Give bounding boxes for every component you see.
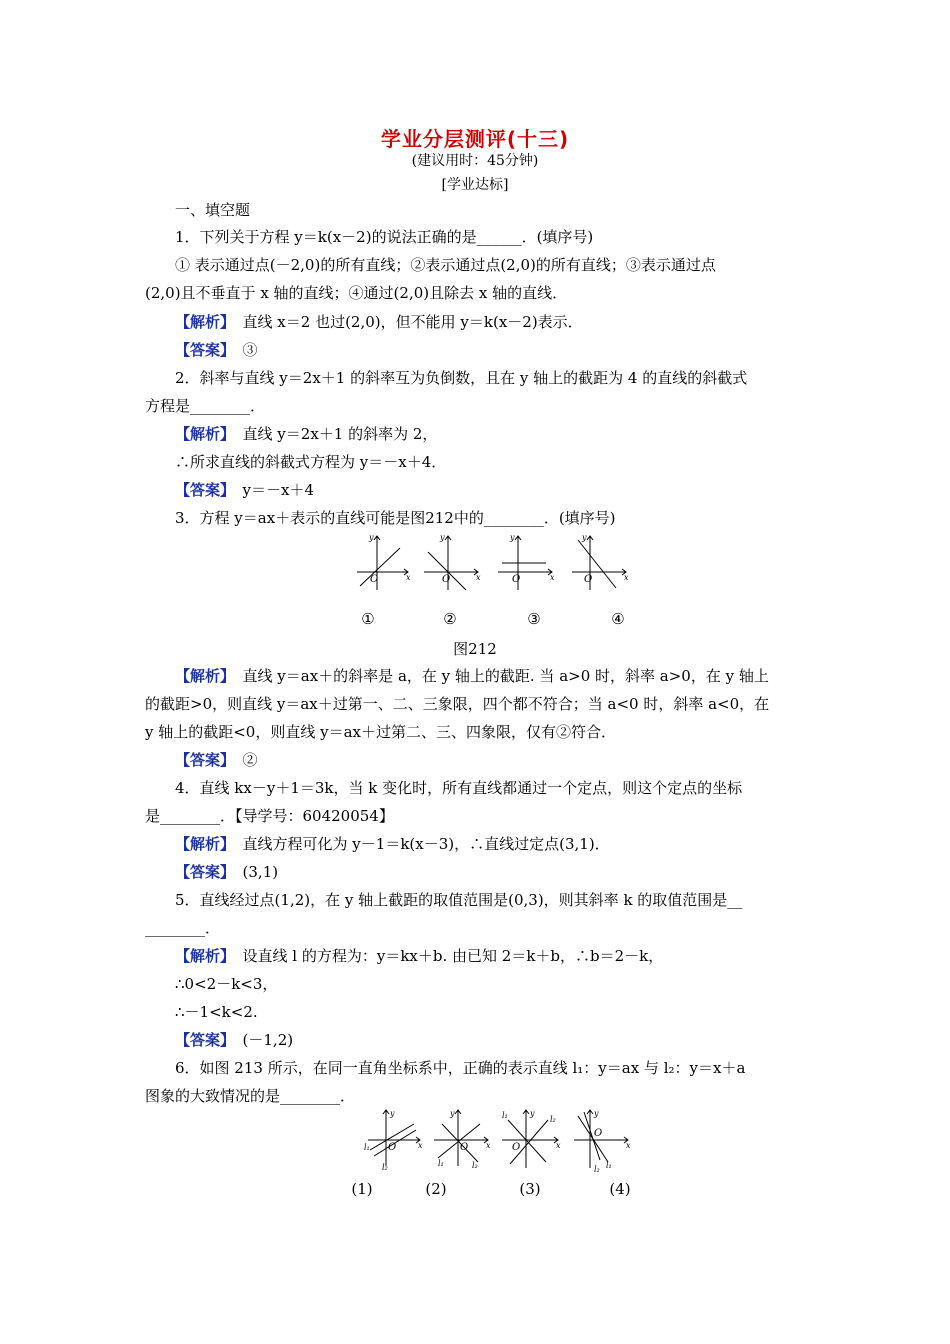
fig212-y-2: y (440, 533, 445, 542)
answer-tag: 【答案】 (175, 751, 228, 769)
fig213-label-4: (4) (609, 1180, 631, 1198)
q2-analysis-text2: ∴所求直线的斜截式方程为 y＝－x＋4． (175, 453, 447, 471)
q3-answer-text: ② (242, 751, 258, 769)
fig212-label-1: ① (361, 610, 375, 628)
fig212-panel-2 (424, 536, 478, 590)
q6-stem-line1: 6．如图 213 所示，在同一直角坐标系中，正确的表示直线 l₁：y＝ax 与 l₂：y＝x＋a (175, 1059, 746, 1077)
fig212-label-2: ② (443, 610, 457, 628)
q1-answer (175, 340, 809, 360)
fig212-x-4: x (624, 573, 629, 582)
fig213-panel-1 (368, 1110, 420, 1166)
q2-analysis-text1: 直线 y＝2x＋1 的斜率为 2， (242, 425, 438, 443)
q1-options-line2: (2,0)且不垂直于 x 轴的直线；④通过(2,0)且除去 x 轴的直线． (145, 284, 568, 302)
q3-analysis-text2: 的截距>0，则直线 y＝ax＋过第一、二、三象限，四个都不符合；当 a<0 时，斜率 a<0，在 (145, 695, 770, 713)
fig213-origin-1: O (388, 1142, 397, 1153)
fig212-x-2: x (476, 573, 481, 582)
fig212-x-3: x (550, 573, 555, 582)
q3-analysis-text1: 直线 y＝ax＋的斜率是 a，在 y 轴上的截距. 当 a>0 时，斜率 a>0，在 y 轴上 (242, 667, 769, 685)
q1-options-line1: ① 表示通过点(－2,0)的所有直线；②表示通过点(2,0)的所有直线；③表示通过点 (175, 256, 716, 274)
fig213-panel-4 (574, 1110, 628, 1168)
fig212-panel-3 (498, 536, 552, 590)
q5-analysis-text2: ∴0<2－k<3， (175, 975, 278, 993)
q2-analysis (175, 424, 809, 444)
analysis-tag: 【解析】 (175, 947, 228, 965)
fig213-label-1: (1) (351, 1180, 373, 1198)
figure-213 (362, 1106, 642, 1174)
fig213-l1-2: l₁ (438, 1159, 444, 1168)
fig213-y-3: y (530, 1109, 535, 1118)
q1-stem: 1．下列关于方程 y＝k(x－2)的说法正确的是______．(填序号) (175, 228, 594, 246)
fig212-caption: 图212 (453, 640, 497, 658)
fig212-label-3: ③ (527, 610, 541, 628)
q1-answer-text: ③ (242, 341, 258, 359)
fig213-y-1: y (390, 1109, 395, 1118)
fig213-x-4: x (626, 1141, 631, 1150)
q5-answer-text: (－1,2) (242, 1031, 294, 1049)
q4-stem-line2: 是________．【导学号：60420054】 (145, 807, 394, 825)
q2-stem-line1: 2．斜率与直线 y＝2x＋1 的斜率互为负倒数，且在 y 轴上的截距为 4 的直线的斜截式 (175, 369, 748, 387)
fig213-l2-1: l₂ (382, 1163, 388, 1172)
fig213-x-2: x (486, 1141, 491, 1150)
q4-stem-line1: 4．直线 kx－y＋1＝3k，当 k 变化时，所有直线都通过一个定点，则这个定点的坐标 (175, 779, 743, 797)
answer-tag: 【答案】 (175, 863, 228, 881)
fig212-y-1: y (369, 533, 374, 542)
answer-tag: 【答案】 (175, 1031, 228, 1049)
fig212-origin-3: O (512, 574, 521, 585)
q5-analysis-text3: ∴－1<k<2. (175, 1003, 258, 1021)
fig213-l2-4: l₂ (594, 1165, 600, 1174)
fig213-y-2: y (450, 1109, 455, 1118)
fig213-l2-2: l₂ (472, 1161, 478, 1170)
fig212-origin-1: O (370, 574, 379, 585)
level-label: [学业达标] (441, 177, 509, 193)
q6-stem-line2: 图象的大致情况的是________． (145, 1087, 356, 1105)
q4-answer (175, 862, 809, 882)
q3-answer (175, 750, 809, 770)
q5-analysis-text1: 设直线 l 的方程为：y＝kx＋b. 由已知 2＝k＋b，∴b＝2－k， (242, 947, 664, 965)
q3-analysis-text3: y 轴上的截距<0，则直线 y＝ax＋过第二、三、四象限，仅有②符合． (145, 723, 617, 741)
fig213-x-3: x (556, 1141, 561, 1150)
q2-answer (175, 480, 809, 500)
fig213-origin-2: O (460, 1142, 469, 1153)
fig212-panel-1 (357, 536, 408, 590)
q5-analysis (175, 946, 809, 966)
q4-analysis-text: 直线方程可化为 y－1＝k(x－3)，∴直线过定点(3,1)． (242, 835, 610, 853)
figure-212 (352, 530, 652, 600)
analysis-tag: 【解析】 (175, 313, 228, 331)
fig213-label-3: (3) (519, 1180, 541, 1198)
time-note: (建议用时：45分钟) (411, 153, 539, 169)
fig212-origin-4: O (584, 574, 593, 585)
fig212-y-4: y (582, 533, 587, 542)
fig213-l1-3: l₁ (502, 1111, 508, 1120)
q3-stem: 3．方程 y＝ax＋表示的直线可能是图212中的________．(填序号) (175, 509, 616, 527)
analysis-tag: 【解析】 (175, 667, 228, 685)
fig213-x-1: x (418, 1141, 423, 1150)
fig212-y-3: y (510, 533, 515, 542)
fig213-l2-3: l₂ (550, 1115, 556, 1124)
q4-analysis (175, 834, 809, 854)
fig213-l1-1: l₁ (364, 1143, 370, 1152)
fig212-origin-2: O (442, 574, 451, 585)
section-heading: 一、填空题 (175, 201, 251, 219)
q3-analysis (175, 666, 809, 686)
fig213-panel-2 (434, 1110, 488, 1166)
q1-analysis-text: 直线 x＝2 也过(2,0)，但不能用 y＝k(x－2)表示． (242, 313, 583, 331)
q2-answer-text: y＝－x＋4 (242, 481, 315, 499)
q1-analysis (175, 312, 809, 332)
q4-answer-text: (3,1) (242, 863, 279, 881)
fig213-origin-4: O (594, 1128, 603, 1139)
q5-stem-line2: ________． (145, 919, 221, 937)
q2-stem-line2: 方程是________． (145, 397, 266, 415)
fig213-y-4: y (594, 1109, 599, 1118)
analysis-tag: 【解析】 (175, 425, 228, 443)
fig213-label-2: (2) (425, 1180, 447, 1198)
page-title: 学业分层测评(十三) (380, 127, 570, 151)
q5-stem-line1: 5．直线经过点(1,2)，在 y 轴上截距的取值范围是(0,3)，则其斜率 k 的取值范围是__ (175, 891, 743, 909)
fig213-origin-3: O (512, 1142, 521, 1153)
fig213-l1-4: l₁ (606, 1161, 612, 1170)
analysis-tag: 【解析】 (175, 835, 228, 853)
answer-tag: 【答案】 (175, 341, 228, 359)
q5-answer (175, 1030, 809, 1050)
fig212-label-4: ④ (611, 610, 625, 628)
fig212-x-1: x (406, 573, 411, 582)
fig212-panel-4 (572, 536, 626, 590)
answer-tag: 【答案】 (175, 481, 228, 499)
